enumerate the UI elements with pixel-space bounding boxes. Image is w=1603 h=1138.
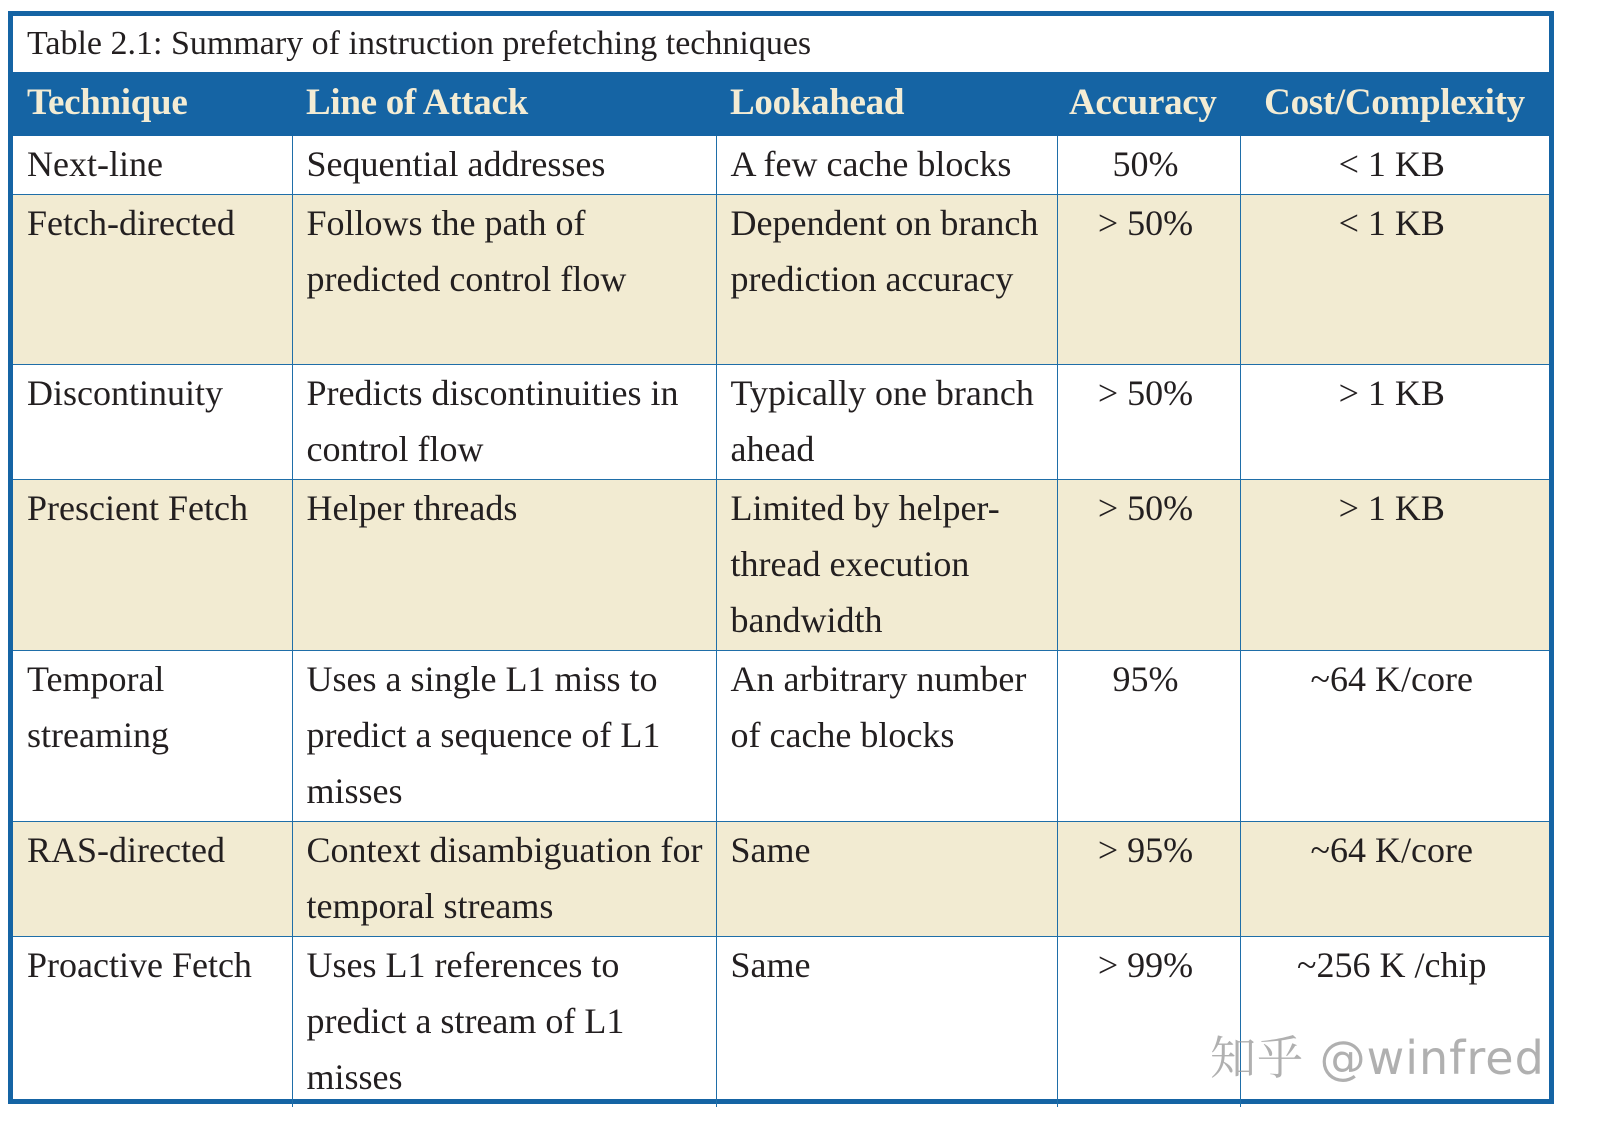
table-caption: Table 2.1: Summary of instruction prefetching techniques xyxy=(27,25,812,62)
cell-cost: > 1 KB xyxy=(1240,365,1549,480)
cell-technique: Next-line xyxy=(13,136,292,195)
cell-cost: > 1 KB xyxy=(1240,480,1549,651)
cell-accuracy: > 99% xyxy=(1057,937,1240,1108)
cell-technique: Prescient Fetch xyxy=(13,480,292,651)
cell-line-of-attack: Context disambiguation for temporal streams xyxy=(292,822,716,937)
cell-line-of-attack: Follows the path of predicted control flow xyxy=(292,195,716,365)
table-row xyxy=(13,365,1549,480)
cell-cost: < 1 KB xyxy=(1240,136,1549,195)
cell-lookahead: Same xyxy=(716,822,1057,937)
cell-accuracy: > 50% xyxy=(1057,480,1240,651)
cell-lookahead: Typically one branch ahead xyxy=(716,365,1057,480)
header-accuracy: Accuracy xyxy=(1057,72,1240,136)
cell-accuracy: 50% xyxy=(1057,136,1240,195)
cell-lookahead: Limited by helper-thread execution bandwidth xyxy=(716,480,1057,651)
cell-accuracy: 95% xyxy=(1057,651,1240,822)
cell-technique: Discontinuity xyxy=(13,365,292,480)
header-line-of-attack: Line of Attack xyxy=(292,72,716,136)
header-technique: Technique xyxy=(13,72,292,136)
cell-lookahead: Same xyxy=(716,937,1057,1108)
header-cost-complexity: Cost/Complexity xyxy=(1240,72,1549,136)
cell-lookahead: A few cache blocks xyxy=(716,136,1057,195)
prefetching-table xyxy=(13,72,1549,1107)
table-row xyxy=(13,937,1549,1108)
watermark: 知乎 @winfred xyxy=(1210,1031,1545,1085)
table-row xyxy=(13,651,1549,822)
table-row xyxy=(13,195,1549,365)
cell-accuracy: > 50% xyxy=(1057,195,1240,365)
cell-cost: ~64 K/core xyxy=(1240,822,1549,937)
cell-cost: ~64 K/core xyxy=(1240,651,1549,822)
cell-accuracy: > 95% xyxy=(1057,822,1240,937)
table-row xyxy=(13,136,1549,195)
cell-technique: Fetch-directed xyxy=(13,195,292,365)
cell-line-of-attack: Uses L1 references to predict a stream of L1 misses xyxy=(292,937,716,1108)
cell-cost: ~256 K /chip xyxy=(1240,937,1549,1108)
cell-line-of-attack: Sequential addresses xyxy=(292,136,716,195)
header-lookahead: Lookahead xyxy=(716,72,1057,136)
cell-cost: < 1 KB xyxy=(1240,195,1549,365)
cell-lookahead: Dependent on branch prediction accuracy xyxy=(716,195,1057,365)
cell-technique: RAS-directed xyxy=(13,822,292,937)
cell-technique: Temporal streaming xyxy=(13,651,292,822)
cell-accuracy: > 50% xyxy=(1057,365,1240,480)
cell-line-of-attack: Uses a single L1 miss to predict a sequence of L1 misses xyxy=(292,651,716,822)
cell-line-of-attack: Predicts discontinuities in control flow xyxy=(292,365,716,480)
cell-line-of-attack: Helper threads xyxy=(292,480,716,651)
table-frame xyxy=(8,11,1554,1104)
cell-lookahead: An arbitrary number of cache blocks xyxy=(716,651,1057,822)
table-row xyxy=(13,822,1549,937)
cell-technique: Proactive Fetch xyxy=(13,937,292,1108)
header-row xyxy=(13,72,1549,136)
table-row xyxy=(13,480,1549,651)
